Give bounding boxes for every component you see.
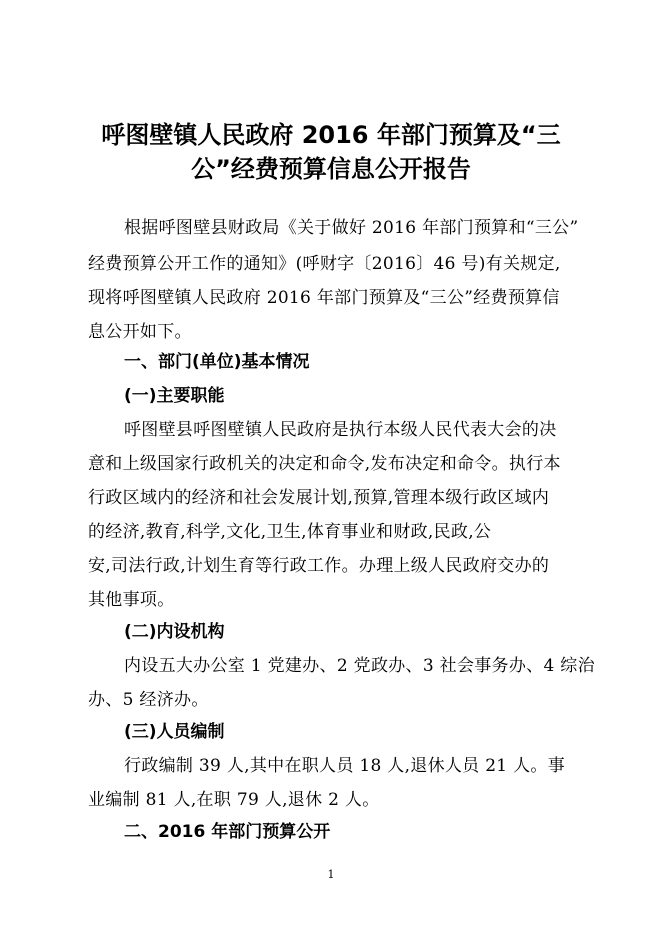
functions-line-6: 其他事项。 <box>88 590 175 610</box>
departments-line-2: 办、5 经济办。 <box>88 690 209 710</box>
functions-line-5: 安,司法行政,计划生育等行政工作。办理上级人民政府交办的 <box>88 556 550 576</box>
subsection-1-heading: (一)主要职能 <box>124 386 225 406</box>
staffing-line-2: 业编制 81 人,在职 79 人,退休 2 人。 <box>88 790 380 810</box>
staffing-line-1: 行政编制 39 人,其中在职人员 18 人,退休人员 21 人。事 <box>124 756 566 776</box>
subsection-2-heading: (二)内设机构 <box>124 622 225 642</box>
departments-line-1: 内设五大办公室 1 党建办、2 党政办、3 社会事务办、4 综治 <box>124 656 595 676</box>
functions-line-2: 意和上级国家行政机关的决定和命令,发布决定和命令。执行本 <box>88 454 561 474</box>
section-1-heading: 一、部门(单位)基本情况 <box>124 352 310 372</box>
intro-line-1: 根据呼图壁县财政局《关于做好 2016 年部门预算和“三公” <box>124 218 579 238</box>
intro-line-3: 现将呼图壁镇人民政府 2016 年部门预算及“三公”经费预算信 <box>88 288 560 308</box>
intro-line-2: 经费预算公开工作的通知》(呼财字〔2016〕46 号)有关规定, <box>88 254 561 274</box>
functions-line-3: 行政区域内的经济和社会发展计划,预算,管理本级行政区域内 <box>88 488 550 508</box>
intro-line-4: 息公开如下。 <box>88 322 192 342</box>
functions-line-4: 的经济,教育,科学,文化,卫生,体育事业和财政,民政,公 <box>88 522 492 542</box>
subsection-3-heading: (三)人员编制 <box>124 722 225 742</box>
document-title-line-2: 公”经费预算信息公开报告 <box>191 155 471 183</box>
document-title-line-1: 呼图壁镇人民政府 2016 年部门预算及“三 <box>101 121 561 149</box>
section-2-heading: 二、2016 年部门预算公开 <box>124 822 331 842</box>
page-number: 1 <box>327 868 335 881</box>
functions-line-1: 呼图壁县呼图壁镇人民政府是执行本级人民代表大会的决 <box>124 420 557 440</box>
